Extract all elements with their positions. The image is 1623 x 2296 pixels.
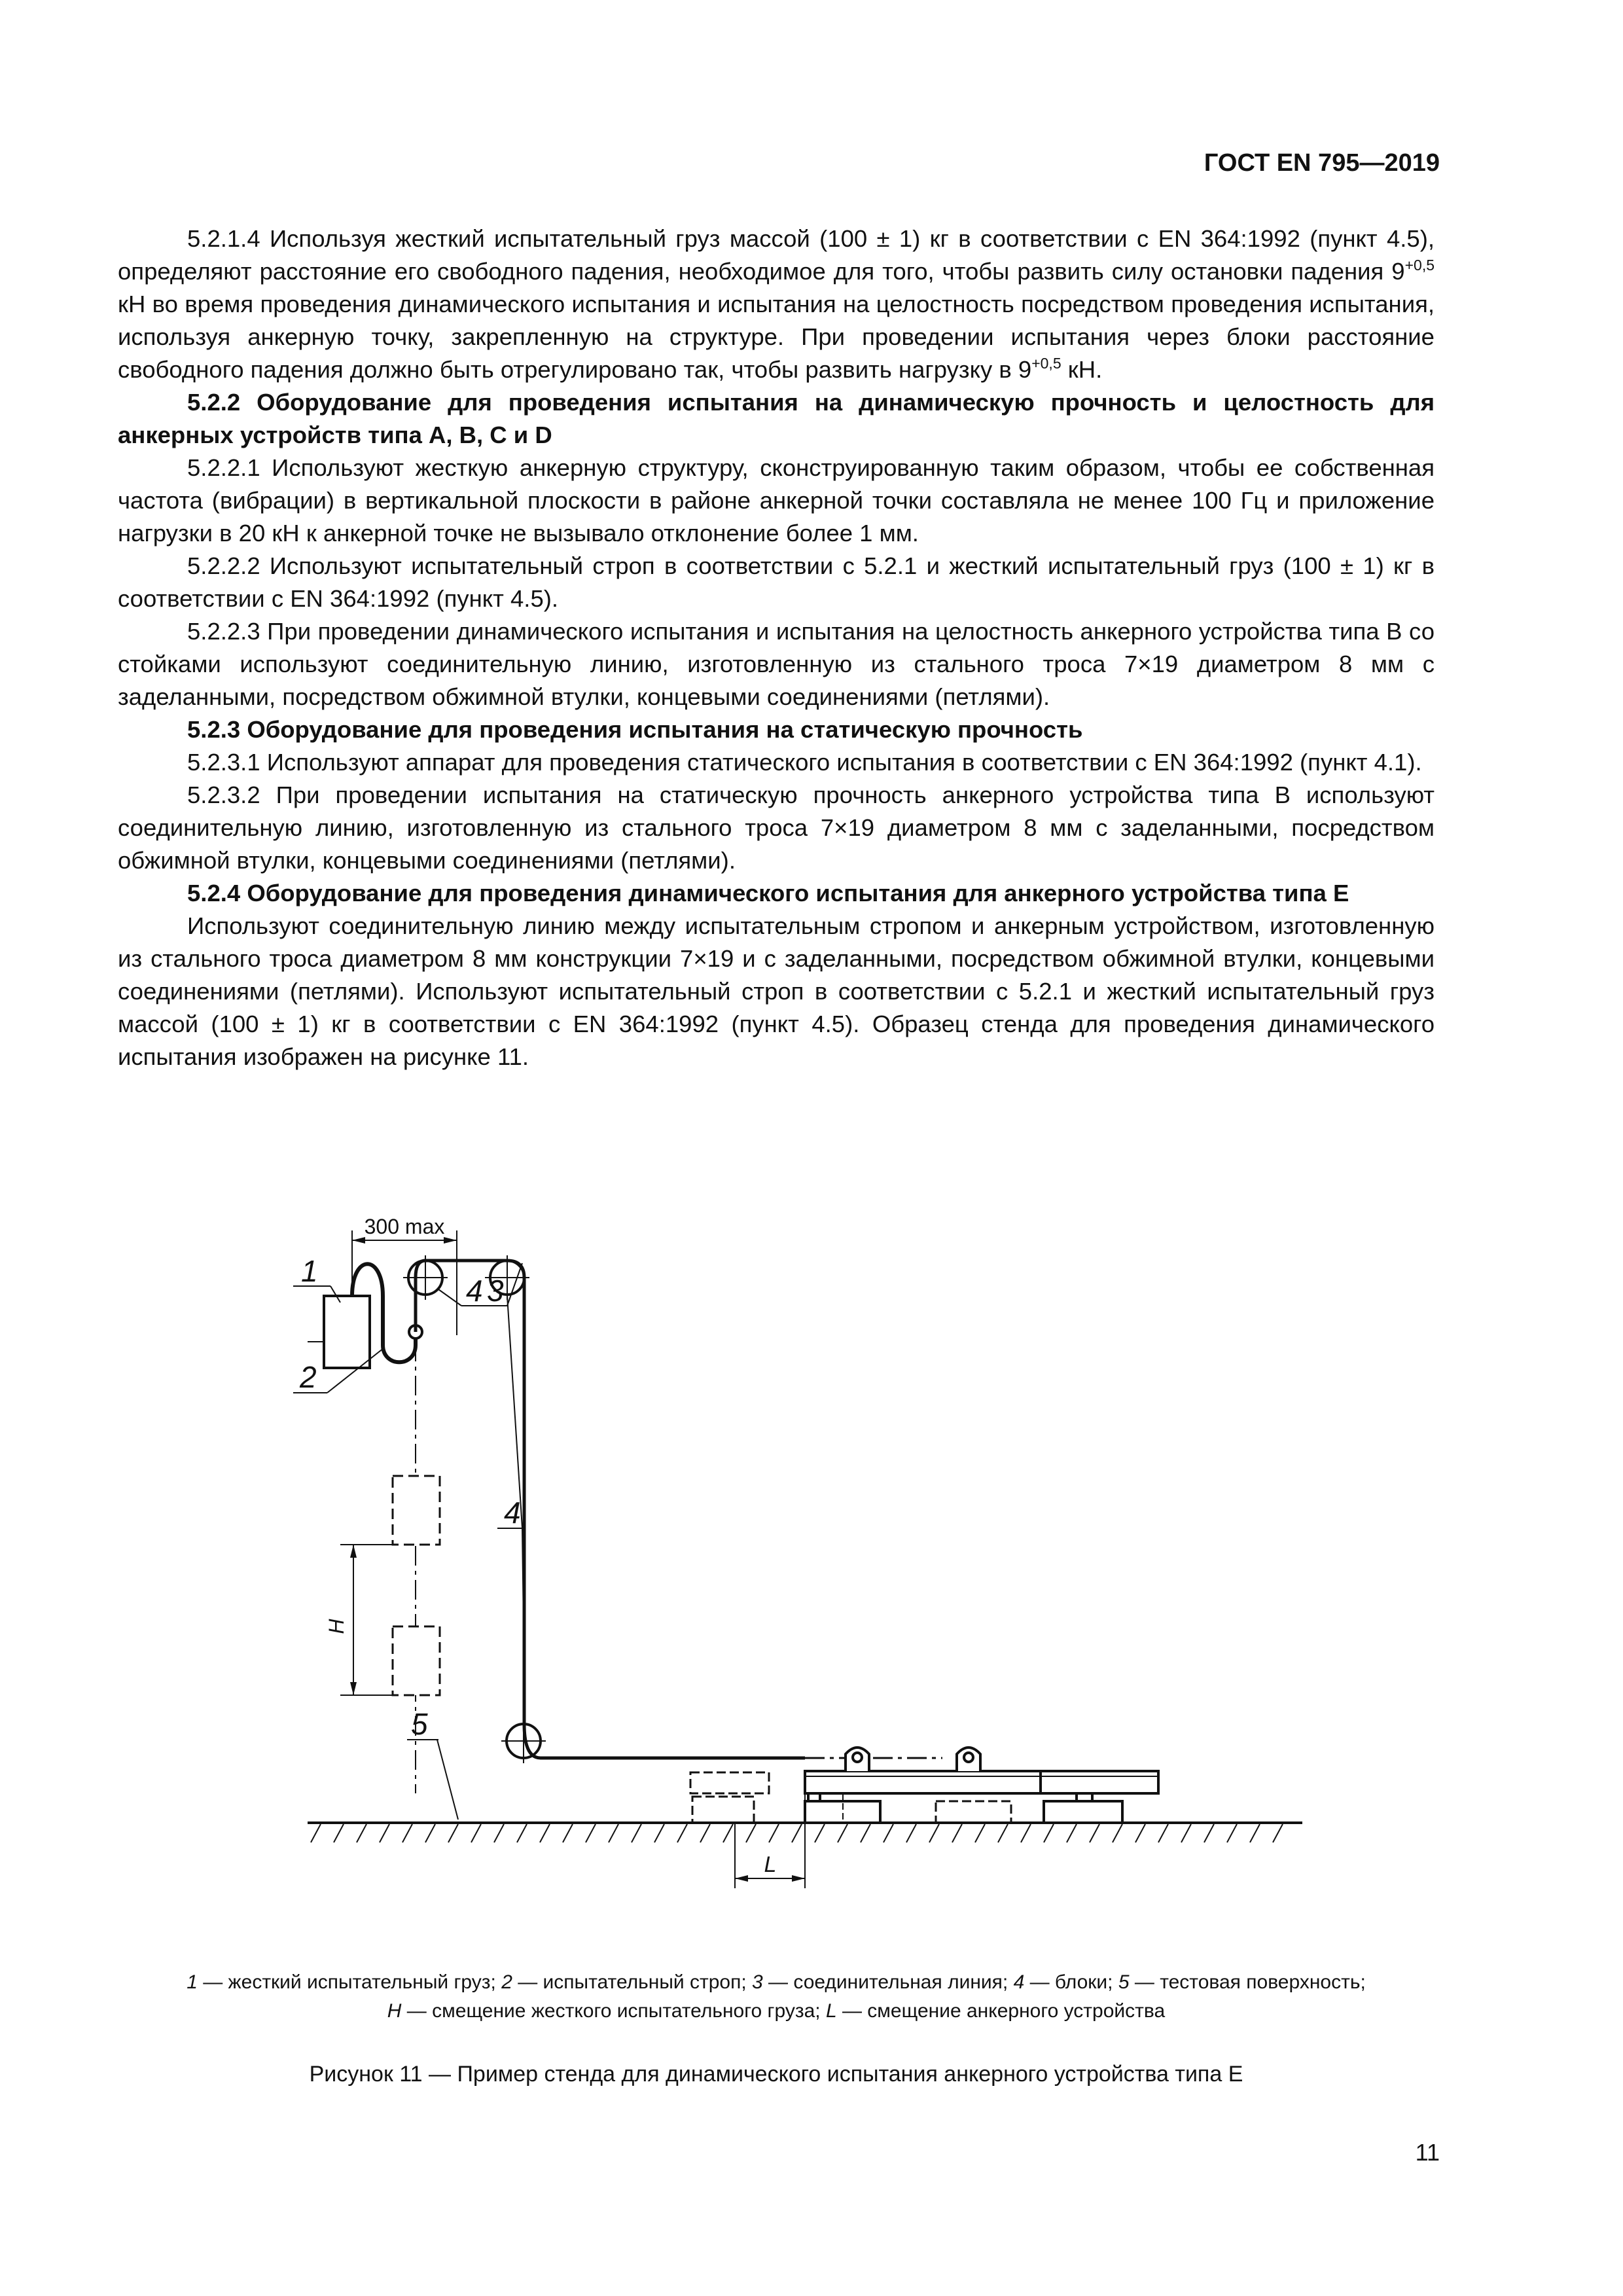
- heading-5-2-2: 5.2.2 Оборудование для проведения испытания на динамическую прочность и целостность для анкерных устройств типа A, B, C и D: [118, 389, 1435, 448]
- p1-part-b: кН во время проведения динамического испытания и испытания на целостность посредством проведения испытания, используя анкерную точку, закрепленную на структуре. При проведении испытания через блоки расстояние свободного падения должно быть отрегулировано так, чтобы развить нагрузку в 9: [118, 291, 1435, 383]
- anchor-lug-2: [957, 1748, 980, 1771]
- legend-text-5: — тестовая поверхность;: [1129, 1971, 1366, 1993]
- label-2: 2: [300, 1360, 317, 1394]
- legend-sym-H: H: [387, 2000, 402, 2022]
- paragraph-5-2-3-2: 5.2.3.2 При проведении испытания на статическую прочность анкерного устройства типа B используют соединительную линию, изготовленную из стального троса 7×19 диаметром 8 мм с заделанными, посредством обжимной втулки, концевыми соединениями (петлями).: [118, 781, 1435, 874]
- dim-arrow-right: [444, 1237, 457, 1244]
- legend-num-5: 5: [1118, 1971, 1130, 1993]
- legend-sym-L: L: [825, 2000, 837, 2022]
- support-2-dashed: [936, 1801, 1011, 1823]
- legend-num-4: 4: [1013, 1971, 1025, 1993]
- leader-4b-to-top: [507, 1296, 522, 1528]
- l-arrow-right: [792, 1875, 805, 1882]
- page-header: ГОСТ EN 795—2019: [1204, 149, 1440, 177]
- label-3: 3: [487, 1274, 504, 1308]
- paragraph-5-2-4: Используют соединительную линию между испытательным стропом и анкерным устройством, изготовленную из стального троса диаметром 8 мм конструкции 7×19 и с заделанными, посредством обжимной втулки, концевыми соединениями (петлями). Используют испытательный строп в соответствии с 5.2.1 и жесткий испытательный груз массой (100 ± 1) кг в соответствии с EN 364:1992 (пункт 4.5). Образец стенда для проведения динамического испытания изображен на рисунке 11.: [118, 912, 1435, 1070]
- mass-position-start: [393, 1476, 440, 1545]
- paragraph-5-2-3-1: 5.2.3.1 Используют аппарат для проведения статического испытания в соответствии с EN 364:1992 (пункт 4.1).: [187, 749, 1422, 776]
- paragraph-5-2-2-2: 5.2.2.2 Используют испытательный строп в соответствии с 5.2.1 и жесткий испытательный груз (100 ± 1) кг в соответствии с EN 364:1992 (пункт 4.5).: [118, 552, 1435, 612]
- rigid-mass: [324, 1296, 370, 1368]
- figure-11-test-stand: [281, 1204, 1302, 1944]
- legend-text-L: — смещение анкерного устройства: [836, 2000, 1166, 2022]
- paragraph-5-2-1-4: [118, 223, 1435, 386]
- ground-hatching: [311, 1824, 1283, 1842]
- label-L: L: [764, 1852, 777, 1877]
- body-text: [118, 223, 1435, 1073]
- anchor-rail-left: [805, 1771, 1041, 1793]
- label-4-top: 4: [466, 1274, 483, 1308]
- leader-4a-slope: [438, 1289, 461, 1306]
- leader-5-slope: [437, 1740, 458, 1820]
- legend-num-3: 3: [752, 1971, 763, 1993]
- anchor-beam-displaced: [690, 1772, 769, 1793]
- legend-text-2: — испытательный строп;: [512, 1971, 753, 1993]
- figure-caption: Рисунок 11 — Пример стенда для динамического испытания анкерного устройства типа E: [309, 2062, 1243, 2087]
- h-arrow-top: [350, 1545, 357, 1558]
- legend-text-1: — жесткий испытательный груз;: [197, 1971, 502, 1993]
- label-4-bottom: 4: [504, 1496, 521, 1530]
- paragraph-5-2-2-1: 5.2.2.1 Используют жесткую анкерную структуру, сконструированную таким образом, чтобы ее собственная частота (вибрации) в вертикальной плоскости в районе анкерной точки составляла не менее 100 Гц и приложение нагрузки в 20 кН к анкерной точке не вызывало отклонение более 1 мм.: [118, 454, 1435, 547]
- support-3-cap: [1077, 1793, 1092, 1801]
- anchor-lug-1: [846, 1748, 869, 1771]
- heading-5-2-3: 5.2.3 Оборудование для проведения испытания на статическую прочность: [187, 716, 1083, 743]
- label-H: H: [325, 1619, 348, 1634]
- h-arrow-bottom: [350, 1682, 357, 1695]
- figure-legend: [118, 1968, 1435, 2026]
- heading-5-2-4: 5.2.4 Оборудование для проведения динамического испытания для анкерного устройства типа E: [187, 880, 1349, 906]
- legend-num-2: 2: [501, 1971, 512, 1993]
- dim-label-300-max: 300 max: [364, 1215, 445, 1238]
- anchor-rail-right: [1041, 1771, 1158, 1793]
- label-5: 5: [411, 1707, 428, 1741]
- legend-text-H: — смещение жесткого испытательного груза;: [401, 2000, 826, 2022]
- legend-num-1: 1: [187, 1971, 198, 1993]
- dim-arrow-left: [352, 1237, 365, 1244]
- legend-text-3: — соединительная линия;: [762, 1971, 1014, 1993]
- page-number: 11: [1415, 2139, 1440, 2166]
- mass-position-end: [393, 1626, 440, 1695]
- p1-superscript-2: +0,5: [1031, 355, 1061, 372]
- paragraph-5-2-2-3: 5.2.2.3 При проведении динамического испытания и испытания на целостность анкерного устройства типа B со стойками используют соединительную линию, изготовленную из стального троса 7×19 диаметром 8 мм с заделанными, посредством обжимной втулки, концевыми соединениями (петлями).: [118, 618, 1435, 710]
- connecting-line: [416, 1261, 805, 1758]
- support-3: [1044, 1801, 1122, 1823]
- support-displaced: [692, 1797, 754, 1823]
- p1-part-a: 5.2.1.4 Используя жесткий испытательный груз массой (100 ± 1) кг в соответствии с EN 364:1992 (пункт 4.5), определяют расстояние его свободного падения, необходимое для того, чтобы развить силу остановки падения 9: [118, 225, 1435, 285]
- p1-part-c: кН.: [1061, 356, 1103, 383]
- label-1: 1: [301, 1254, 318, 1288]
- l-arrow-left: [735, 1875, 748, 1882]
- legend-text-4: — блоки;: [1024, 1971, 1118, 1993]
- p1-superscript-1: +0,5: [1404, 257, 1435, 274]
- test-stand-drawing: [281, 1204, 1302, 1944]
